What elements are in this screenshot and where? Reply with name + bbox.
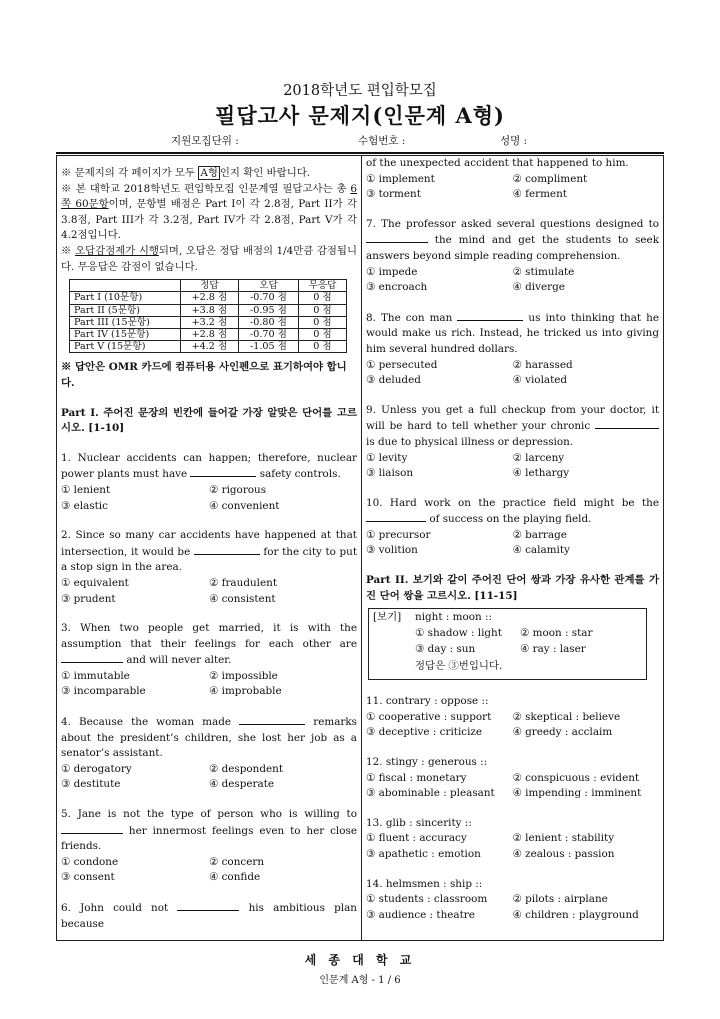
page-number-footer: 인문계 A형 - 1 / 6 — [319, 975, 401, 986]
table-row: Part III (15문항) +3.2 점 -0.80 점 0 점 — [70, 316, 347, 328]
part1-title: Part I. 주어진 문장의 빈칸에 들어갈 가장 알맞은 단어를 고르시오. [1-10] — [61, 406, 357, 435]
option: ④ consistent — [209, 592, 276, 605]
option: ② larceny — [512, 451, 565, 464]
option: ① immutable — [61, 669, 130, 682]
school-name-footer: 세 종 대 학 교 — [304, 953, 416, 967]
field-name-label: 성명 : — [500, 135, 528, 147]
option: ② lenient : stability — [512, 832, 615, 845]
option: ④ improbable — [209, 685, 282, 698]
option: ② conspicuous : evident — [512, 771, 640, 784]
notice-page-check: ※ 문제지의 각 페이지가 모두 A형 인지 확인 바랍니다. — [61, 167, 311, 179]
option: ④ calamity — [512, 544, 570, 557]
option: ④ desperate — [209, 778, 275, 791]
option: ① cooperative : support — [366, 710, 492, 723]
question-2: 2. Since so many car accidents have happened at that intersection, it would be for the city to put a stop sign in the area. ① equivalent ② fraudulent ③ prudent ④ consistent — [61, 528, 357, 607]
question-10: 10. Hard work on the practice field might be the of success on the playing field. ① precursor ② barrage ③ volition ④ calamity — [366, 496, 659, 559]
option: ② harassed — [512, 358, 573, 371]
option: ② rigorous — [209, 483, 267, 496]
exam-body-frame — [56, 155, 664, 941]
exam-title: 필답고사 문제지(인문계 A형) — [215, 103, 505, 128]
option: ① precursor — [366, 528, 431, 541]
example-option: ① shadow : light — [415, 627, 502, 640]
option: ① fluent : accuracy — [366, 832, 467, 845]
right-column — [362, 156, 663, 940]
option: ① implement — [366, 172, 435, 185]
option: ① levity — [366, 451, 408, 464]
example-option: ④ ray : laser — [520, 643, 586, 656]
option: ② skeptical : believe — [512, 710, 621, 723]
answer-blank — [61, 823, 123, 834]
option: ④ violated — [512, 374, 568, 387]
option: ② fraudulent — [209, 576, 278, 589]
option: ② impossible — [209, 669, 278, 682]
answer-blank — [239, 714, 305, 725]
option: ③ volition — [366, 544, 418, 557]
option: ③ elastic — [61, 499, 108, 512]
option: ② pilots : airplane — [512, 893, 608, 906]
option: ① equivalent — [61, 576, 129, 589]
option: ① persecuted — [366, 358, 438, 371]
score-table-header: 정답 오답 무응답 — [70, 280, 347, 292]
question-3: 3. When two people get married, it is with the assumption that their feelings for each other are and will never alter. ① immutable ② impossible ③ incomparable ④ improbable — [61, 621, 357, 700]
answer-blank — [457, 310, 523, 321]
option: ③ encroach — [366, 281, 428, 294]
field-unit-label: 지원모집단위 : — [171, 135, 239, 147]
option: ④ lethargy — [512, 467, 570, 480]
table-row: Part II (5문항) +3.8 점 -0.95 점 0 점 — [70, 304, 347, 316]
option: ③ apathetic : emotion — [366, 848, 481, 860]
option: ③ liaison — [366, 467, 414, 480]
answer-blank — [366, 511, 426, 522]
question-6-start: 6. John could not his ambitious plan because — [61, 902, 357, 930]
question-13: 13. glib : sincerity :: ① fluent : accuracy ② lenient : stability ③ apathetic : emotion ④ zealous : passion — [366, 816, 659, 863]
question-1: 1. Nuclear accidents can happen; therefore, nuclear power plants must have safety controls. ① lenient ② rigorous ③ elastic ④ convenient — [61, 451, 357, 514]
option: ① fiscal : monetary — [366, 771, 467, 784]
option: ① derogatory — [61, 762, 132, 775]
option: ① lenient — [61, 483, 111, 496]
question-14: 14. helmsmen : ship :: ① students : classroom ② pilots : airplane ③ audience : theatre ④ children : playground — [366, 877, 659, 924]
option: ④ children : playground — [512, 908, 639, 921]
option: ① impede — [366, 265, 418, 278]
answer-blank — [190, 466, 256, 477]
field-exam-number-label: 수험번호 : — [358, 135, 406, 147]
answer-blank — [177, 900, 239, 911]
option: ③ audience : theatre — [366, 908, 475, 921]
table-row: Part IV (15문항) +2.8 점 -0.70 점 0 점 — [70, 328, 347, 340]
question-5: 5. Jane is not the type of person who is willing to her innermost feelings even to her close friends. ① condone ② concern ③ consent ④ confide — [61, 807, 357, 886]
question-6-continued: of the unexpected accident that happened to him. ① implement ② compliment ③ torment ④ ferment — [366, 156, 659, 203]
example-option: ② moon : star — [520, 627, 593, 640]
table-row: Part I (10문항) +2.8 점 -0.70 점 0 점 — [70, 292, 347, 304]
question-11: 11. contrary : oppose :: ① cooperative : support ② skeptical : believe ③ deceptive : criticize ④ greedy : acclaim — [366, 694, 659, 741]
example-label: [보기] — [373, 611, 402, 624]
option: ③ destitute — [61, 778, 121, 791]
question-12: 12. stingy : generous :: ① fiscal : monetary ② conspicuous : evident ③ abominable : pleasant ④ impending : imminent — [366, 755, 659, 802]
option: ③ abominable : pleasant — [366, 787, 495, 800]
option: ① condone — [61, 855, 119, 868]
form-type-box: A형 — [200, 167, 218, 179]
question-7: 7. The professor asked several questions designed to the mind and get the students to seek answers beyond simple reading comprehension. ① impede ② stimulate ③ encroach ④ diverge — [366, 217, 659, 296]
score-table — [69, 279, 347, 353]
exam-year-line: 2018학년도 편입학모집 — [283, 83, 437, 99]
option: ④ impending : imminent — [512, 787, 642, 800]
option: ③ consent — [61, 871, 115, 884]
option: ① students : classroom — [366, 893, 488, 906]
example-option: ③ day : sun — [415, 643, 476, 656]
question-9: 9. Unless you get a full checkup from your doctor, it will be hard to tell whether your chronic is due to physical illness or depression. ① levity ② larceny ③ liaison ④ lethargy — [366, 403, 659, 482]
option: ④ zealous : passion — [512, 848, 615, 860]
applicant-info-fields — [0, 133, 720, 149]
option: ③ deceptive : criticize — [366, 726, 483, 739]
answer-blank — [194, 544, 260, 555]
answer-blank — [61, 652, 123, 663]
notice-penalty: ※ 오답감점제가 시행되며, 오답은 정답 배점의 1/4만큼 감점됩니다. 무응답은 감점이 없습니다. — [61, 244, 357, 273]
option: ③ incomparable — [61, 685, 146, 698]
answer-blank — [366, 232, 428, 243]
notice-scoring: ※ 본 대학교 2018학년도 편입학모집 인문계열 필답고사는 총 6쪽 60문항이며, 문항별 배점은 Part I이 각 2.8점, Part II가 각 3.8점, Part III가 각 3.2점, Part IV가 각 2.8점, Part V가 각 4.2점입니다. — [61, 182, 357, 242]
header-rule — [56, 152, 664, 154]
question-8: 8. The con man us into thinking that he would make us rich. Instead, he tricked us into giving him several hundred dollars. ① persecuted ② harassed ③ deluded ④ violated — [366, 310, 659, 389]
notice-omr: ※ 답안은 OMR 카드에 컴퓨터용 사인펜으로 표기하여야 합니다. — [61, 361, 347, 389]
option: ④ greedy : acclaim — [512, 726, 613, 739]
option: ③ prudent — [61, 592, 116, 605]
option: ② concern — [209, 855, 265, 868]
left-column — [57, 156, 361, 940]
table-row: Part V (15문항) +4.2 점 -1.05 점 0 점 — [70, 341, 347, 353]
example-answer: 정답은 ③번입니다. — [415, 660, 503, 673]
option: ② compliment — [512, 172, 588, 185]
option: ④ ferment — [512, 188, 567, 201]
option: ③ torment — [366, 188, 421, 201]
example-stem: night : moon :: — [415, 611, 493, 624]
option: ② despondent — [209, 762, 284, 775]
option: ③ deluded — [366, 374, 421, 387]
part2-title: Part II. 보기와 같이 주어진 단어 쌍과 가장 유사한 관계를 가진 단어 쌍을 고르시오. [11-15] — [366, 574, 659, 602]
option: ④ diverge — [512, 281, 565, 294]
option: ④ confide — [209, 871, 261, 884]
option: ② stimulate — [512, 265, 575, 278]
example-box — [368, 608, 647, 680]
option: ② barrage — [512, 528, 567, 541]
answer-blank — [595, 418, 659, 429]
option: ④ convenient — [209, 499, 280, 512]
question-4: 4. Because the woman made remarks about the president’s children, she lost her job as a senator’s assistant. ① derogatory ② despondent ③ destitute ④ desperate — [61, 714, 357, 793]
